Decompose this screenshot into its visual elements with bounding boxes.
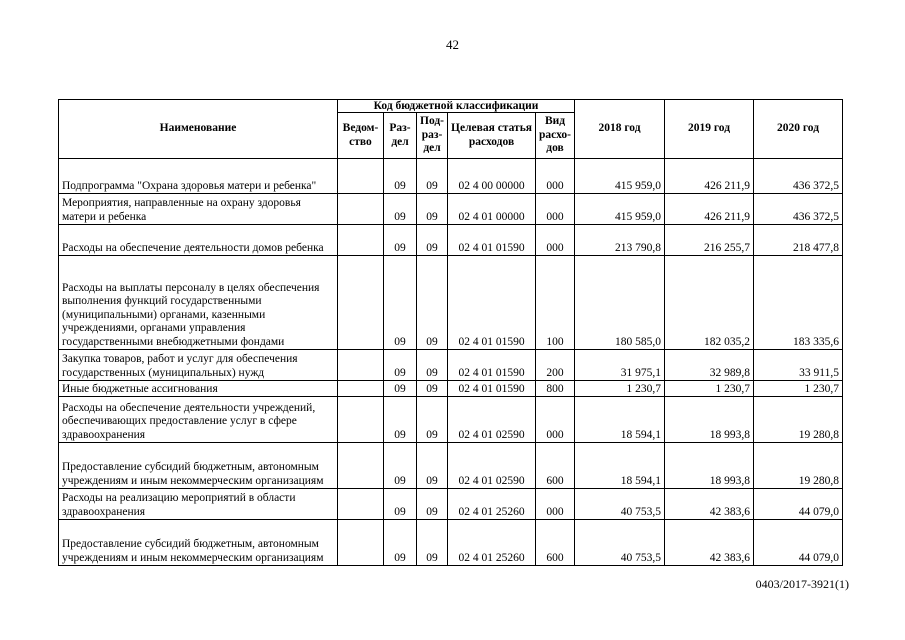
table-row xyxy=(59,397,843,443)
table-row xyxy=(59,520,843,566)
row-vid: 800 xyxy=(536,381,575,397)
header-celevaya: Целевая статья расходов xyxy=(448,113,536,159)
row-vid: 000 xyxy=(536,397,575,443)
table-row xyxy=(59,225,843,256)
header-vedomstvo: Ведом-ство xyxy=(338,113,384,159)
budget-table xyxy=(58,99,843,566)
row-vid: 100 xyxy=(536,256,575,350)
page-number: 42 xyxy=(446,37,459,52)
row-2019: 18 993,8 xyxy=(665,443,754,489)
row-2020: 19 280,8 xyxy=(754,397,843,443)
row-vid: 600 xyxy=(536,520,575,566)
row-2020: 44 079,0 xyxy=(754,520,843,566)
row-2018: 40 753,5 xyxy=(575,489,665,520)
row-name: Мероприятия, направленные на охрану здоровья матери и ребенка xyxy=(59,194,338,225)
table-row xyxy=(59,159,843,194)
table-row xyxy=(59,443,843,489)
row-celevaya: 02 4 01 25260 xyxy=(448,520,536,566)
row-celevaya: 02 4 00 00000 xyxy=(448,159,536,194)
row-2019: 42 383,6 xyxy=(665,520,754,566)
row-2019: 426 211,9 xyxy=(665,159,754,194)
row-vedomstvo xyxy=(338,194,384,225)
row-razdel: 09 xyxy=(384,194,417,225)
row-vedomstvo xyxy=(338,256,384,350)
header-classification-code: Код бюджетной классификации xyxy=(338,100,575,113)
row-celevaya: 02 4 01 25260 xyxy=(448,489,536,520)
row-vedomstvo xyxy=(338,520,384,566)
table-row xyxy=(59,256,843,350)
row-name: Расходы на реализацию мероприятий в области здравоохранения xyxy=(59,489,338,520)
row-name: Иные бюджетные ассигнования xyxy=(59,381,338,397)
row-vedomstvo xyxy=(338,443,384,489)
row-celevaya: 02 4 01 01590 xyxy=(448,381,536,397)
row-podrazdel: 09 xyxy=(417,159,448,194)
row-razdel: 09 xyxy=(384,225,417,256)
row-2019: 18 993,8 xyxy=(665,397,754,443)
row-celevaya: 02 4 01 00000 xyxy=(448,194,536,225)
table-row xyxy=(59,350,843,381)
row-2020: 33 911,5 xyxy=(754,350,843,381)
row-vid: 600 xyxy=(536,443,575,489)
row-2018: 31 975,1 xyxy=(575,350,665,381)
row-podrazdel: 09 xyxy=(417,225,448,256)
row-2019: 426 211,9 xyxy=(665,194,754,225)
row-podrazdel: 09 xyxy=(417,489,448,520)
row-razdel: 09 xyxy=(384,256,417,350)
row-podrazdel: 09 xyxy=(417,520,448,566)
row-2018: 415 959,0 xyxy=(575,194,665,225)
row-vedomstvo xyxy=(338,381,384,397)
row-razdel: 09 xyxy=(384,520,417,566)
row-podrazdel: 09 xyxy=(417,443,448,489)
row-name: Расходы на обеспечение деятельности домов ребенка xyxy=(59,225,338,256)
row-name: Расходы на обеспечение деятельности учреждений, обеспечивающих предоставление услуг в сфере здравоохранения xyxy=(59,397,338,443)
row-celevaya: 02 4 01 02590 xyxy=(448,397,536,443)
row-razdel: 09 xyxy=(384,489,417,520)
row-podrazdel: 09 xyxy=(417,350,448,381)
row-2019: 42 383,6 xyxy=(665,489,754,520)
row-podrazdel: 09 xyxy=(417,397,448,443)
header-name: Наименование xyxy=(59,100,338,159)
row-razdel: 09 xyxy=(384,350,417,381)
row-celevaya: 02 4 01 01590 xyxy=(448,256,536,350)
table-row xyxy=(59,381,843,397)
row-vedomstvo xyxy=(338,159,384,194)
row-2020: 218 477,8 xyxy=(754,225,843,256)
row-name: Расходы на выплаты персоналу в целях обеспечения выполнения функций государственными (муниципальными) органами, казенными учреждениями, органами управления государственными внебюджетными фондами xyxy=(59,256,338,350)
row-2020: 436 372,5 xyxy=(754,159,843,194)
row-2020: 183 335,6 xyxy=(754,256,843,350)
row-razdel: 09 xyxy=(384,443,417,489)
row-2020: 1 230,7 xyxy=(754,381,843,397)
header-podrazdel: Под-раз-дел xyxy=(417,113,448,159)
row-2019: 32 989,8 xyxy=(665,350,754,381)
row-vedomstvo xyxy=(338,225,384,256)
row-2018: 18 594,1 xyxy=(575,443,665,489)
row-2018: 1 230,7 xyxy=(575,381,665,397)
row-podrazdel: 09 xyxy=(417,194,448,225)
header-2020: 2020 год xyxy=(754,100,843,159)
row-vid: 000 xyxy=(536,489,575,520)
row-name: Закупка товаров, работ и услуг для обеспечения государственных (муниципальных) нужд xyxy=(59,350,338,381)
header-2018: 2018 год xyxy=(575,100,665,159)
header-razdel: Раз-дел xyxy=(384,113,417,159)
row-vid: 000 xyxy=(536,159,575,194)
row-2018: 180 585,0 xyxy=(575,256,665,350)
row-vedomstvo xyxy=(338,397,384,443)
row-celevaya: 02 4 01 01590 xyxy=(448,350,536,381)
row-2018: 40 753,5 xyxy=(575,520,665,566)
row-celevaya: 02 4 01 02590 xyxy=(448,443,536,489)
row-vedomstvo xyxy=(338,489,384,520)
header-vid: Вид расхо-дов xyxy=(536,113,575,159)
row-razdel: 09 xyxy=(384,159,417,194)
row-name: Предоставление субсидий бюджетным, автономным учреждениям и иным некоммерческим организациям xyxy=(59,520,338,566)
row-2020: 19 280,8 xyxy=(754,443,843,489)
row-2018: 18 594,1 xyxy=(575,397,665,443)
row-razdel: 09 xyxy=(384,397,417,443)
row-2019: 182 035,2 xyxy=(665,256,754,350)
row-name: Подпрограмма "Охрана здоровья матери и ребенка" xyxy=(59,159,338,194)
row-name: Предоставление субсидий бюджетным, автономным учреждениям и иным некоммерческим организациям xyxy=(59,443,338,489)
row-2018: 415 959,0 xyxy=(575,159,665,194)
row-2020: 44 079,0 xyxy=(754,489,843,520)
table-row xyxy=(59,489,843,520)
header-2019: 2019 год xyxy=(665,100,754,159)
row-podrazdel: 09 xyxy=(417,381,448,397)
table-row xyxy=(59,194,843,225)
row-vid: 200 xyxy=(536,350,575,381)
row-vedomstvo xyxy=(338,350,384,381)
row-vid: 000 xyxy=(536,194,575,225)
row-razdel: 09 xyxy=(384,381,417,397)
document-code: 0403/2017-3921(1) xyxy=(755,577,849,591)
row-2020: 436 372,5 xyxy=(754,194,843,225)
row-2019: 216 255,7 xyxy=(665,225,754,256)
row-2019: 1 230,7 xyxy=(665,381,754,397)
row-vid: 000 xyxy=(536,225,575,256)
row-celevaya: 02 4 01 01590 xyxy=(448,225,536,256)
row-2018: 213 790,8 xyxy=(575,225,665,256)
row-podrazdel: 09 xyxy=(417,256,448,350)
